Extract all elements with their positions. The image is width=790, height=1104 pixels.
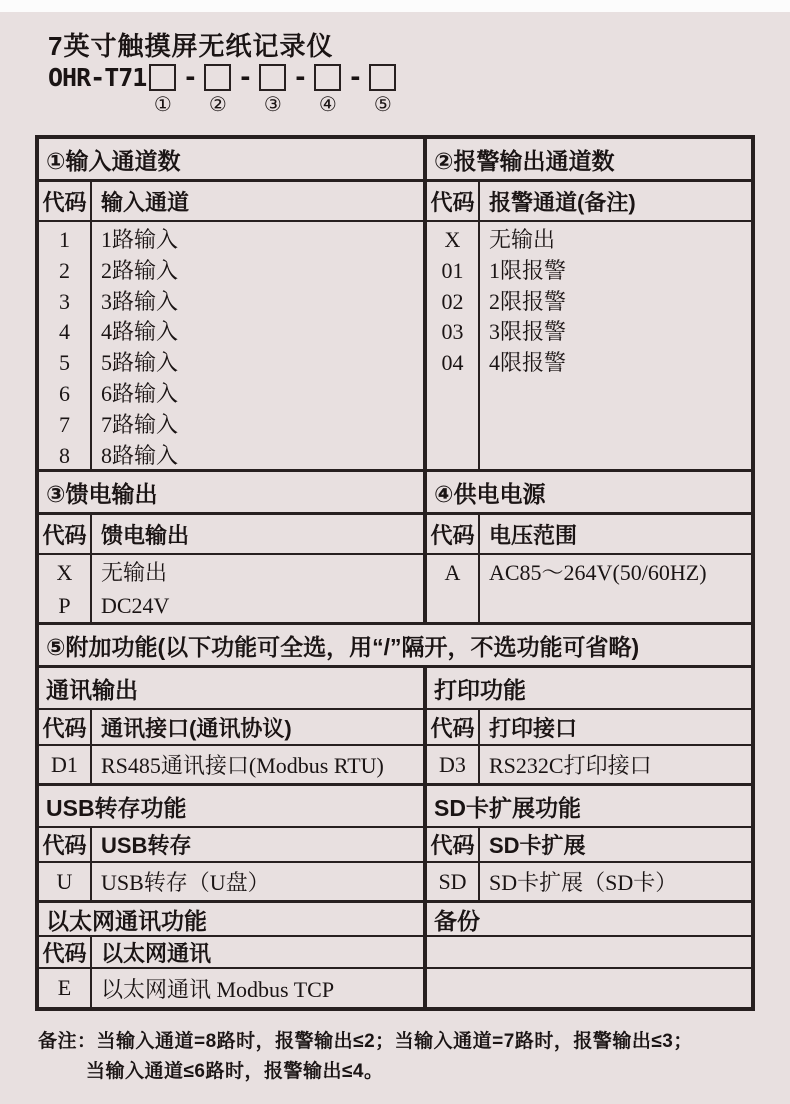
code-column-header: 代码 [39, 182, 92, 220]
code-value: X [56, 560, 73, 585]
section-title-print-function: 打印功能 [434, 676, 526, 703]
desc-list [480, 555, 751, 622]
body-row-feed-power [39, 555, 751, 625]
desc-column-header: 打印接口 [489, 715, 578, 741]
code-value: 8 [59, 442, 70, 468]
code-column-header: 代码 [427, 710, 480, 744]
desc-value: 无输出 [101, 560, 168, 585]
code-list [39, 746, 92, 783]
section-title-backup: 备份 [434, 907, 480, 934]
desc-value: 1限报警 [489, 257, 567, 283]
model-code-box-2 [204, 64, 231, 91]
body-row-comm-print [39, 746, 751, 786]
code-value: SD [438, 868, 467, 894]
section-title-sd-function: SD卡扩展功能 [434, 794, 581, 821]
desc-value: 2限报警 [489, 288, 567, 314]
comm-output-column-headers [39, 710, 427, 744]
desc-list [480, 746, 751, 783]
footnote-line-1 [38, 1027, 693, 1057]
body-row-ethernet-backup [39, 969, 751, 1007]
code-value: 01 [441, 257, 464, 283]
code-value: 1 [59, 227, 70, 252]
model-code [48, 60, 396, 116]
desc-list [480, 222, 751, 469]
power-supply-body [427, 555, 751, 622]
code-value: P [58, 593, 71, 618]
code-list [427, 746, 480, 783]
desc-list [92, 222, 423, 469]
section-title-power-supply: ④供电电源 [434, 480, 546, 507]
section-title-ethernet-function: 以太网通讯功能 [39, 903, 427, 935]
alarm-outputs-column-headers [427, 182, 751, 220]
column-header-row-comm-print [39, 710, 751, 746]
code-value: 4 [59, 319, 70, 345]
code-value: E [57, 975, 72, 1000]
desc-value: 6路输入 [101, 380, 179, 406]
model-code-box-4 [314, 64, 341, 91]
backup-empty-row-1 [427, 937, 751, 967]
model-slot-1 [149, 64, 176, 116]
spec-table [35, 135, 755, 1011]
section-title-feed-output: ③馈电输出 [39, 472, 427, 512]
input-channels-body [39, 222, 427, 469]
code-value: D3 [439, 751, 466, 777]
desc-value: RS485通讯接口(Modbus RTU) [101, 753, 384, 778]
desc-value: 4限报警 [489, 350, 567, 376]
code-value: D1 [51, 751, 78, 777]
footnote [38, 1027, 693, 1087]
code-column-header: 代码 [427, 515, 480, 553]
section-header-row-feed-power [39, 472, 751, 515]
dash-separator: - [240, 60, 251, 93]
power-supply-column-headers [427, 515, 751, 553]
section-title-comm-output: 通讯输出 [39, 668, 427, 708]
position-marker-1: ① [153, 94, 172, 116]
desc-value: USB转存（U盘） [101, 870, 270, 895]
section-title-usb-function: USB转存功能 [39, 786, 427, 826]
desc-column-header: 电压范围 [489, 522, 578, 548]
desc-value: 无输出 [489, 227, 556, 252]
body-row-usb-sd [39, 863, 751, 903]
desc-list [92, 555, 423, 622]
desc-list [92, 969, 423, 1007]
section-header-row-ethernet-backup [39, 903, 751, 937]
model-code-box-5 [369, 64, 396, 91]
model-prefix: OHR-T71 [48, 63, 147, 92]
print-function-body [427, 746, 751, 783]
desc-value: 8路输入 [101, 442, 179, 468]
model-slot-5 [369, 64, 396, 116]
dash-separator: - [350, 60, 361, 93]
code-list [39, 969, 92, 1007]
model-code-box-3 [259, 64, 286, 91]
code-value: 5 [59, 350, 70, 376]
code-value: X [444, 227, 461, 252]
alarm-outputs-body [427, 222, 751, 469]
body-row-input-alarm [39, 222, 751, 472]
section-header-row-additional [39, 625, 751, 668]
desc-column-header: SD卡扩展 [489, 833, 586, 858]
footnote-text: 当输入通道≤6路时，报警输出≤4。 [86, 1061, 384, 1082]
section-title-input-channels: ①输入通道数 [39, 139, 427, 179]
page-title: 7英寸触摸屏无纸记录仪 [48, 31, 334, 61]
desc-value: DC24V [101, 593, 170, 618]
desc-list [92, 863, 423, 900]
code-list [427, 555, 480, 622]
code-list [39, 863, 92, 900]
section-header-row-comm-print [39, 668, 751, 710]
section-header-row-input-alarm [39, 139, 751, 182]
position-marker-5: ⑤ [373, 94, 392, 116]
position-marker-4: ④ [318, 94, 337, 116]
code-value: 3 [59, 288, 70, 314]
code-value: 7 [59, 411, 70, 437]
code-column-header: 代码 [427, 828, 480, 861]
code-value: A [444, 560, 461, 585]
feed-output-body [39, 555, 427, 622]
desc-list [92, 746, 423, 783]
desc-value: 4路输入 [101, 319, 179, 345]
code-column-header: 代码 [427, 182, 480, 220]
desc-column-header: USB转存 [101, 833, 192, 858]
page-top-margin [0, 0, 790, 12]
usb-function-column-headers [39, 828, 427, 861]
desc-column-header: 通讯接口(通讯协议) [101, 715, 292, 741]
input-channels-column-headers [39, 182, 427, 220]
desc-column-header: 输入通道 [101, 189, 190, 215]
section-title-alarm-outputs: ②报警输出通道数 [434, 147, 615, 174]
desc-value: 3限报警 [489, 319, 567, 345]
code-list [427, 863, 480, 900]
footnote-label: 备注： [38, 1031, 97, 1052]
print-function-column-headers [427, 710, 751, 744]
desc-value: 2路输入 [101, 257, 179, 283]
desc-value: 1路输入 [101, 227, 179, 252]
usb-function-body [39, 863, 427, 900]
comm-output-body [39, 746, 427, 783]
code-value: 03 [441, 319, 464, 345]
desc-column-header: 报警通道(备注) [489, 189, 636, 215]
desc-value: 7路输入 [101, 411, 179, 437]
desc-value: 3路输入 [101, 288, 179, 314]
desc-list [480, 863, 751, 900]
feed-output-column-headers [39, 515, 427, 553]
code-column-header: 代码 [39, 828, 92, 861]
ethernet-function-column-headers [39, 937, 427, 967]
ethernet-function-body [39, 969, 427, 1007]
desc-value: 5路输入 [101, 350, 179, 376]
code-value: 6 [59, 380, 70, 406]
code-list [39, 222, 92, 469]
code-list [427, 222, 480, 469]
column-header-row-ethernet-backup [39, 937, 751, 969]
model-code-box-1 [149, 64, 176, 91]
position-marker-2: ② [208, 94, 227, 116]
desc-column-header: 馈电输出 [101, 522, 190, 548]
code-value: 04 [441, 350, 464, 376]
code-column-header: 代码 [39, 710, 92, 744]
code-column-header: 代码 [39, 515, 92, 553]
code-value: 2 [59, 257, 70, 283]
code-column-header: 代码 [39, 937, 92, 967]
code-value: U [56, 868, 73, 894]
column-header-row-input-alarm [39, 182, 751, 222]
footnote-line-2 [38, 1057, 693, 1087]
section-title-additional-functions: ⑤附加功能(以下功能可全选，用“/”隔开，不选功能可省略) [46, 633, 640, 660]
model-slot-4 [314, 64, 341, 116]
desc-value: 以太网通讯 Modbus TCP [101, 976, 335, 1002]
model-slot-3 [259, 64, 286, 116]
dash-separator: - [295, 60, 306, 93]
section-header-row-usb-sd [39, 786, 751, 828]
sd-function-body [427, 863, 751, 900]
desc-value: RS232C打印接口 [489, 753, 652, 778]
footnote-text: 当输入通道=8路时，报警输出≤2；当输入通道=7路时，报警输出≤3； [96, 1031, 693, 1052]
column-header-row-feed-power [39, 515, 751, 555]
position-marker-3: ③ [263, 94, 282, 116]
code-value: 02 [441, 288, 464, 314]
desc-value: AC85～264V(50/60HZ) [489, 560, 707, 585]
dash-separator: - [185, 60, 196, 93]
sd-function-column-headers [427, 828, 751, 861]
model-slot-2 [204, 64, 231, 116]
backup-empty-row-2 [427, 969, 751, 1007]
desc-value: SD卡扩展（SD卡） [489, 870, 678, 895]
desc-column-header: 以太网通讯 [101, 940, 212, 966]
code-list [39, 555, 92, 622]
column-header-row-usb-sd [39, 828, 751, 863]
